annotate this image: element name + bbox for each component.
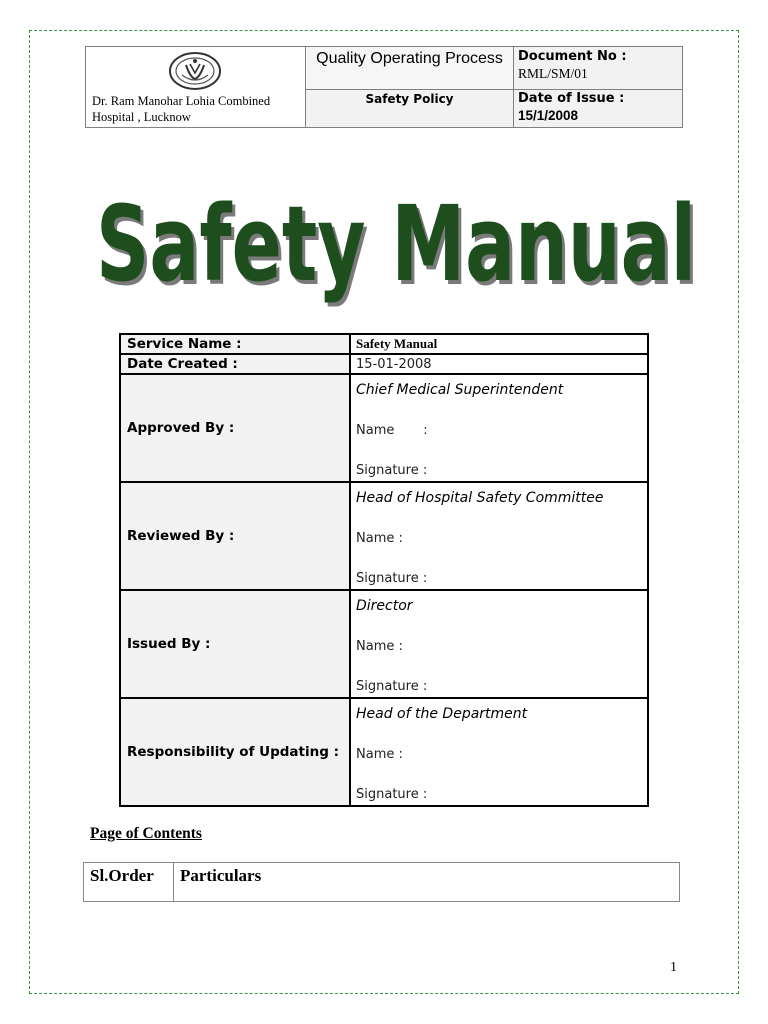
title-text: Safety Manual: [96, 183, 696, 305]
table-row: [120, 354, 648, 374]
approved-by-cell: [350, 374, 648, 482]
date-of-issue-label: Date of Issue :: [518, 91, 625, 106]
date-created-value: 15-01-2008: [350, 354, 648, 374]
process-title: Quality Operating Process: [306, 47, 513, 90]
date-of-issue-block: [514, 90, 682, 127]
contents-heading: Page of Contents: [90, 825, 202, 842]
seal-emblem-icon: [168, 51, 222, 91]
issued-by-signature: Signature :: [356, 679, 428, 694]
table-row: [120, 374, 648, 482]
page-title: [86, 180, 706, 310]
updating-role: Head of the Department: [356, 706, 528, 722]
approved-by-signature: Signature :: [356, 463, 428, 478]
issued-by-label: Issued By :: [120, 590, 350, 698]
contents-table: [83, 862, 680, 902]
hospital-name: Dr. Ram Manohar Lohia Combined Hospital , Lucknow: [92, 94, 271, 124]
header-process-cell: [306, 47, 514, 127]
document-header: [85, 46, 683, 128]
contents-col-particulars-label: Particulars: [180, 866, 262, 885]
approved-by-name: Name :: [356, 423, 428, 438]
header-doc-cell: [514, 47, 682, 127]
reviewed-by-label: Reviewed By :: [120, 482, 350, 590]
page-number: 1: [670, 960, 677, 975]
updating-label: Responsibility of Updating :: [120, 698, 350, 806]
issued-by-name: Name :: [356, 639, 403, 654]
header-hospital-cell: [86, 47, 306, 127]
document-number-block: [514, 47, 682, 90]
table-row: [120, 590, 648, 698]
updating-cell: [350, 698, 648, 806]
contents-col-particulars: [174, 863, 679, 901]
reviewed-by-signature: Signature :: [356, 571, 428, 586]
approved-by-label: Approved By :: [120, 374, 350, 482]
table-row: [120, 334, 648, 354]
svg-text:Safety Manual: Safety Manual: [99, 187, 699, 309]
service-name-label: Service Name :: [120, 334, 350, 354]
table-row: [120, 698, 648, 806]
document-number-label: Document No :: [518, 49, 627, 64]
reviewed-by-name: Name :: [356, 531, 403, 546]
issued-by-role: Director: [356, 598, 413, 614]
table-row: [120, 482, 648, 590]
issued-by-cell: [350, 590, 648, 698]
contents-col-order-label: Sl.Order: [90, 866, 154, 885]
updating-name: Name :: [356, 747, 403, 762]
date-of-issue-value: 15/1/2008: [518, 108, 579, 123]
policy-name: Safety Policy: [365, 92, 454, 106]
document-number-value: RML/SM/01: [518, 66, 588, 81]
updating-signature: Signature :: [356, 787, 428, 802]
document-info-table: [119, 333, 649, 807]
date-created-label: Date Created :: [120, 354, 350, 374]
service-name-value: Safety Manual: [350, 334, 648, 354]
reviewed-by-cell: [350, 482, 648, 590]
contents-col-order: [84, 863, 174, 901]
reviewed-by-role: Head of Hospital Safety Committee: [356, 490, 604, 506]
approved-by-role: Chief Medical Superintendent: [356, 382, 564, 398]
